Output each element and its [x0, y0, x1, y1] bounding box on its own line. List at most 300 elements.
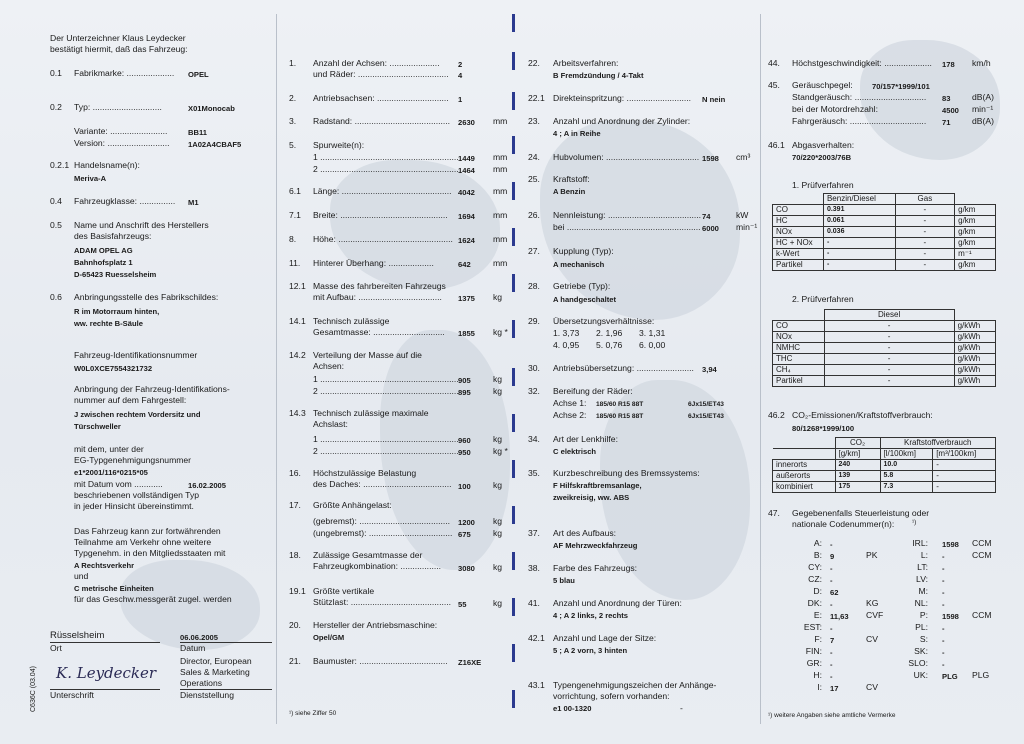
- binding-hole: [512, 182, 515, 200]
- field-label: Höchstgeschwindigkeit: ....................: [792, 58, 932, 68]
- field-value: A handgeschaltet: [553, 295, 617, 304]
- binding-hole: [512, 414, 515, 432]
- field-label: Direkteinspritzung: ...........................: [553, 93, 692, 103]
- directive-code: 80/1268*1999/100: [792, 424, 855, 433]
- field-value: Opel/GM: [313, 633, 345, 642]
- field-label: Achse 1:: [553, 398, 587, 408]
- field-label: Fahrzeugklasse: ...............: [74, 196, 176, 206]
- field-value: A Rechtsverkehr: [74, 561, 135, 570]
- country-code-value: 9: [830, 552, 835, 561]
- field-value: 675: [458, 530, 471, 539]
- field-value: AF Mehrzweckfahrzeug: [553, 541, 638, 550]
- field-value: N nein: [702, 95, 726, 104]
- field-label: Stützlast: ..........................................: [313, 597, 452, 607]
- field-label: Technisch zulässige: [313, 316, 390, 326]
- item-number: 20.: [289, 620, 301, 630]
- unit: mm: [493, 210, 508, 220]
- country-code-label: SK:: [914, 646, 928, 656]
- unit: kg: [493, 374, 503, 384]
- field-value: zweikreisig, ww. ABS: [553, 493, 630, 502]
- unit: mm: [493, 164, 508, 174]
- table-cell: HC: [773, 216, 824, 227]
- country-code-label: IRL:: [912, 538, 928, 548]
- item-number: 30.: [528, 363, 540, 373]
- field-label: vorrichtung, sofern vorhanden:: [553, 691, 670, 701]
- emissions-table-2: [772, 309, 996, 387]
- item-number: 42.1: [528, 633, 545, 643]
- caption: Ort: [50, 643, 62, 653]
- field-value: BB11: [188, 128, 207, 137]
- table-cell: -: [895, 238, 955, 249]
- field-value: 74: [702, 212, 711, 221]
- unit: kg: [493, 598, 503, 608]
- table-cell: 5.8: [880, 471, 933, 482]
- country-code-value: -: [830, 576, 833, 585]
- field-value: 4. 0,95 5. 0,76 6. 0,00: [553, 340, 666, 350]
- place: Rüsselsheim: [50, 630, 105, 641]
- directive-code: 70/157*1999/101: [872, 82, 930, 91]
- table-header: Kraftstoffverbrauch: [880, 438, 996, 449]
- field-label: Version: ..........................: [74, 138, 170, 148]
- binding-hole: [512, 52, 515, 70]
- item-number: 41.: [528, 598, 540, 608]
- country-code-label: H:: [813, 670, 822, 680]
- field-value: 4042: [458, 188, 475, 197]
- table-cell: -: [895, 227, 955, 238]
- field-label: Anbringungsstelle des Fabrikschildes:: [74, 292, 219, 302]
- table-cell: [773, 438, 836, 449]
- binding-hole: [512, 136, 515, 154]
- map-watermark: [330, 160, 500, 290]
- country-code-value: 7: [830, 636, 835, 645]
- field-value: 1694: [458, 212, 475, 221]
- field-label: Geräuschpegel:: [792, 80, 853, 90]
- field-label: Art des Aufbaus:: [553, 528, 617, 538]
- country-code-value: -: [830, 540, 833, 549]
- unit: kg: [493, 480, 503, 490]
- table-cell: Partikel: [773, 260, 824, 271]
- country-code-unit: KG: [866, 598, 879, 608]
- country-code-value: -: [942, 564, 945, 573]
- field-label: Bereifung der Räder:: [553, 386, 633, 396]
- co2-table: [772, 437, 996, 493]
- item-number: 8.: [289, 234, 297, 244]
- unit: kg: [493, 516, 503, 526]
- field-label: Variante: ........................: [74, 126, 168, 136]
- field-label: Verteilung der Masse auf die: [313, 350, 422, 360]
- table-header: [g/km]: [835, 449, 880, 460]
- field-value: 1A02A4CBAF5: [188, 140, 242, 149]
- field-value: B Fremdzündung / 4-Takt: [553, 71, 644, 80]
- field-label: 2 ..........................................................: [313, 386, 459, 396]
- item-number: 34.: [528, 434, 540, 444]
- unit: min⁻¹: [972, 104, 994, 114]
- field-label: Typengenehmigungszeichen der Anhänge-: [553, 680, 717, 690]
- table-cell: [955, 194, 996, 205]
- field-label: Breite: .............................................: [313, 210, 448, 220]
- item-number: 14.2: [289, 350, 306, 360]
- field-value: 3,94: [702, 365, 717, 374]
- binding-hole: [512, 552, 515, 570]
- item-number: 25.: [528, 174, 540, 184]
- role-line: Sales & Marketing: [180, 667, 250, 677]
- table-cell: CH₄: [773, 365, 825, 376]
- table-cell: -: [823, 260, 895, 271]
- item-number: 0.4: [50, 196, 62, 206]
- country-code-value: -: [942, 636, 945, 645]
- intro-line: Der Unterzeichner Klaus Leydecker: [50, 33, 186, 43]
- item-number: 29.: [528, 316, 540, 326]
- tire-size: 185/60 R15 88T: [596, 401, 644, 408]
- field-value: 100: [458, 482, 471, 491]
- field-label: Anzahl und Anordnung der Zylinder:: [553, 116, 691, 126]
- table-cell: g/km: [955, 227, 996, 238]
- table-cell: -: [824, 376, 954, 387]
- unit: cm³: [736, 152, 751, 162]
- field-label: Gegebenenfalls Steuerleistung oder: [792, 508, 930, 518]
- text-line: Das Fahrzeug kann zur fortwährenden: [74, 526, 221, 536]
- item-number: 32.: [528, 386, 540, 396]
- field-label: Fahrgeräusch: ................................: [792, 116, 927, 126]
- field-label: Farbe des Fahrzeugs:: [553, 563, 638, 573]
- field-value: 2630: [458, 118, 475, 127]
- country-code-label: CY:: [808, 562, 822, 572]
- country-code-label: NL:: [914, 598, 928, 608]
- item-number: 35.: [528, 468, 540, 478]
- field-label: Länge: ..............................................: [313, 186, 452, 196]
- field-value: 55: [458, 600, 467, 609]
- field-label: Antriebsübersetzung: ........................: [553, 363, 694, 373]
- directive-code: 70/220*2003/76B: [792, 153, 852, 162]
- text-line: für das Geschw.messgerät zugel. werden: [74, 594, 232, 604]
- field-label: 2 ..........................................................: [313, 164, 459, 174]
- field-value: 1449: [458, 154, 475, 163]
- item-number: 28.: [528, 281, 540, 291]
- issue-date: 06.06.2005: [180, 633, 219, 642]
- binding-hole: [512, 460, 515, 478]
- binding-hole: [512, 228, 515, 246]
- country-code-value: -: [942, 648, 945, 657]
- caption: Datum: [180, 643, 206, 653]
- unit: mm: [493, 258, 508, 268]
- item-number: 18.: [289, 550, 301, 560]
- country-code-value: 17: [830, 684, 839, 693]
- table-cell: -: [823, 249, 895, 260]
- binding-hole: [512, 274, 515, 292]
- field-label: Nennleistung: .......................................: [553, 210, 702, 220]
- item-number: 46.1: [768, 140, 785, 150]
- field-value: D-65423 Ruesselsheim: [74, 270, 157, 279]
- table-cell: 7.3: [880, 482, 933, 493]
- field-label: (gebremst): ......................................: [313, 516, 451, 526]
- field-value: 1464: [458, 166, 475, 175]
- field-label: Fahrzeugkombination: .................: [313, 561, 442, 571]
- country-code-unit: PLG: [972, 670, 990, 680]
- item-number: 3.: [289, 116, 297, 126]
- field-label: 2 ..........................................................: [313, 446, 459, 456]
- signature-line: [50, 642, 160, 643]
- item-number: 45.: [768, 80, 780, 90]
- table-title: 1. Prüfverfahren: [792, 180, 854, 190]
- country-code-value: 62: [830, 588, 839, 597]
- unit: min⁻¹: [736, 222, 758, 232]
- table-header: [l/100km]: [880, 449, 933, 460]
- item-number: 17.: [289, 500, 301, 510]
- field-label: des Basisfahrzeugs:: [74, 231, 152, 241]
- country-code-label: D:: [813, 586, 822, 596]
- field-label: Antriebsachsen: ..............................: [313, 93, 449, 103]
- field-label: Radstand: ........................................: [313, 116, 451, 126]
- item-number: 19.1: [289, 586, 306, 596]
- field-value: e1 00-1320: [553, 704, 592, 713]
- item-number: 0.2: [50, 102, 62, 112]
- field-label: Hersteller der Antriebsmaschine:: [313, 620, 438, 630]
- country-code-value: -: [830, 648, 833, 657]
- text-line: EG-Typgenehmigungsnummer: [74, 455, 192, 465]
- table-cell: g/kWh: [954, 332, 995, 343]
- item-number: 24.: [528, 152, 540, 162]
- table-header: Diesel: [824, 310, 954, 321]
- country-code-label: LT:: [917, 562, 928, 572]
- field-value: 6000: [702, 224, 719, 233]
- table-cell: -: [895, 260, 955, 271]
- country-code-unit: CVF: [866, 610, 884, 620]
- text-line: mit dem, unter der: [74, 444, 144, 454]
- field-label: Name und Anschrift des Herstellers: [74, 220, 209, 230]
- country-code-value: 11,63: [830, 612, 849, 621]
- field-value: 5 ; A 2 vorn, 3 hinten: [553, 646, 628, 655]
- table-cell: 10.0: [880, 460, 933, 471]
- table-cell: -: [933, 471, 996, 482]
- table-cell: CO: [773, 205, 824, 216]
- table-cell: 139: [835, 471, 880, 482]
- field-label: Art der Lenkhilfe:: [553, 434, 618, 444]
- country-code-unit: CCM: [972, 610, 992, 620]
- country-code-label: FIN:: [805, 646, 822, 656]
- binding-hole: [512, 368, 515, 386]
- field-value: 4 ; A 2 links, 2 rechts: [553, 611, 628, 620]
- table-cell: g/km: [955, 260, 996, 271]
- field-value: 1: [458, 95, 463, 104]
- field-label: Größte vertikale: [313, 586, 375, 596]
- field-value: M1: [188, 198, 199, 207]
- signature: K. Leydecker: [56, 664, 157, 682]
- field-label: Fahrzeug-Identifikationsnummer: [74, 350, 198, 360]
- item-number: 12.1: [289, 281, 306, 291]
- unit: kg: [493, 292, 503, 302]
- fold-line: [760, 14, 761, 724]
- table-cell: [773, 310, 825, 321]
- field-value: 1375: [458, 294, 475, 303]
- unit: kW: [736, 210, 749, 220]
- field-value: 4: [458, 71, 463, 80]
- item-number: 0.6: [50, 292, 62, 302]
- table-cell: -: [824, 354, 954, 365]
- item-number: 44.: [768, 58, 780, 68]
- table-cell: NOx: [773, 227, 824, 238]
- table-cell: -: [933, 482, 996, 493]
- field-label: 1 ..........................................................: [313, 374, 459, 384]
- field-label: des Daches: .....................................: [313, 479, 452, 489]
- item-number: 0.2.1: [50, 160, 70, 170]
- unit: dB(A): [972, 92, 994, 102]
- table-cell: k-Wert: [773, 249, 824, 260]
- table-cell: -: [933, 460, 996, 471]
- field-label: Zulässige Gesamtmasse der: [313, 550, 423, 560]
- country-code-label: DK:: [807, 598, 822, 608]
- item-number: 27.: [528, 246, 540, 256]
- item-number: 7.1: [289, 210, 301, 220]
- field-label: 1 ..........................................................: [313, 434, 459, 444]
- field-value: -: [680, 703, 683, 713]
- field-value: F Hilfskraftbremsanlage,: [553, 481, 642, 490]
- table-title: 2. Prüfverfahren: [792, 294, 854, 304]
- binding-hole: [512, 644, 515, 662]
- item-number: 21.: [289, 656, 301, 666]
- country-code-label: A:: [813, 538, 822, 548]
- text-line: beschriebenen vollständigen Typ: [74, 490, 200, 500]
- table-cell: -: [895, 249, 955, 260]
- item-number: 38.: [528, 563, 540, 573]
- country-code-value: -: [942, 576, 945, 585]
- field-value: 1200: [458, 518, 475, 527]
- approval-date: 16.02.2005: [188, 481, 227, 490]
- field-value: 642: [458, 260, 471, 269]
- footnote: ¹) weitere Angaben siehe amtliche Vermerke: [768, 712, 896, 719]
- field-label: Größte Anhängelast:: [313, 500, 392, 510]
- unit: km/h: [972, 58, 991, 68]
- item-number: 37.: [528, 528, 540, 538]
- table-cell: HC + NOx: [773, 238, 824, 249]
- country-code-label: LV:: [916, 574, 928, 584]
- country-code-label: UK:: [913, 670, 928, 680]
- table-cell: g/km: [955, 216, 996, 227]
- table-header: Benzin/Diesel: [823, 194, 895, 205]
- table-header: Gas: [895, 194, 955, 205]
- country-code-unit: CCM: [972, 550, 992, 560]
- table-cell: [773, 449, 836, 460]
- tire-size: 185/60 R15 88T: [596, 413, 644, 420]
- field-value: ww. rechte B-Säule: [74, 319, 143, 328]
- country-code-value: -: [830, 624, 833, 633]
- item-number: 43.1: [528, 680, 545, 690]
- field-value: X01Monocab: [188, 104, 235, 113]
- field-value: 960: [458, 436, 471, 445]
- unit: mm: [493, 186, 508, 196]
- item-number: 1.: [289, 58, 297, 68]
- field-value: 4 ; A in Reihe: [553, 129, 601, 138]
- field-label: Typ: .............................: [74, 102, 162, 112]
- country-code-value: -: [942, 624, 945, 633]
- table-cell: g/kWh: [954, 354, 995, 365]
- country-code-label: B:: [813, 550, 822, 560]
- field-label: und Räder: ......................................: [313, 69, 449, 79]
- table-cell: g/kWh: [954, 376, 995, 387]
- intro-line: bestätigt hiermit, daß das Fahrzeug:: [50, 44, 188, 54]
- country-code-unit: CCM: [972, 538, 992, 548]
- caption: Unterschrift: [50, 690, 94, 700]
- field-label: Baumuster: .....................................: [313, 656, 448, 666]
- item-number: 2.: [289, 93, 297, 103]
- field-label: mit Aufbau: ...................................: [313, 292, 442, 302]
- item-number: 14.1: [289, 316, 306, 326]
- binding-hole: [512, 506, 515, 524]
- field-label: Kurzbeschreibung des Bremssystems:: [553, 468, 700, 478]
- item-number: 22.: [528, 58, 540, 68]
- field-label: Arbeitsverfahren:: [553, 58, 619, 68]
- binding-hole: [512, 690, 515, 708]
- table-cell: innerorts: [773, 460, 836, 471]
- field-label: nationale Codenummer(n):: [792, 519, 895, 529]
- country-code-unit: CV: [866, 634, 878, 644]
- role-line: Operations: [180, 678, 223, 688]
- item-number: 23.: [528, 116, 540, 126]
- field-label: Abgasverhalten:: [792, 140, 855, 150]
- field-value: A mechanisch: [553, 260, 605, 269]
- rim-size: 6Jx15/ET43: [688, 413, 724, 420]
- unit: kg: [493, 528, 503, 538]
- country-code-label: PL:: [915, 622, 928, 632]
- country-code-value: -: [942, 552, 945, 561]
- table-cell: -: [824, 332, 954, 343]
- item-number: 11.: [289, 258, 301, 268]
- table-cell: NOx: [773, 332, 825, 343]
- field-label: Anzahl und Lage der Sitze:: [553, 633, 657, 643]
- table-cell: -: [824, 321, 954, 332]
- table-cell: [954, 310, 995, 321]
- binding-hole: [512, 320, 515, 338]
- binding-hole: [512, 92, 515, 110]
- country-code-label: I:: [817, 682, 822, 692]
- field-value: J zwischen rechtem Vordersitz und: [74, 410, 201, 419]
- table-cell: NMHC: [773, 343, 825, 354]
- field-label: Achsen:: [313, 361, 345, 371]
- table-cell: Partikel: [773, 376, 825, 387]
- field-value: 3080: [458, 564, 475, 573]
- field-value: ADAM OPEL AG: [74, 246, 133, 255]
- field-label: Masse des fahrbereiten Fahrzeugs: [313, 281, 446, 291]
- item-number: 5.: [289, 140, 297, 150]
- table-cell: g/kWh: [954, 321, 995, 332]
- field-label: Getriebe (Typ):: [553, 281, 611, 291]
- country-code-unit: PK: [866, 550, 878, 560]
- field-label: (ungebremst): ...................................: [313, 528, 453, 538]
- country-code-value: -: [830, 564, 833, 573]
- field-label: Technisch zulässige maximale: [313, 408, 429, 418]
- country-code-label: P:: [919, 610, 928, 620]
- text-line: Teilnahme am Verkehr ohne weitere: [74, 537, 212, 547]
- field-label: Fabrikmarke: ....................: [74, 68, 175, 78]
- field-label: Achse 2:: [553, 410, 587, 420]
- field-value: Bahnhofsplatz 1: [74, 258, 133, 267]
- field-value: C elektrisch: [553, 447, 597, 456]
- footnote: ¹) siehe Ziffer 50: [289, 710, 337, 717]
- field-value: 950: [458, 448, 471, 457]
- unit: kg: [493, 386, 503, 396]
- field-label: Kraftstoff:: [553, 174, 590, 184]
- field-label: Hinterer Überhang: ...................: [313, 258, 434, 268]
- role-line: Director, European: [180, 656, 252, 666]
- text-line: Typgenehm. in den Mitgliedsstaaten mit: [74, 548, 226, 558]
- field-value: 178: [942, 60, 955, 69]
- table-cell: CO: [773, 321, 825, 332]
- country-code-value: -: [942, 660, 945, 669]
- text-line: und: [74, 571, 89, 581]
- table-header: CO₂: [835, 438, 880, 449]
- field-label: Anzahl der Achsen: .....................: [313, 58, 440, 68]
- country-code-value: -: [830, 660, 833, 669]
- unit: kg: [493, 434, 503, 444]
